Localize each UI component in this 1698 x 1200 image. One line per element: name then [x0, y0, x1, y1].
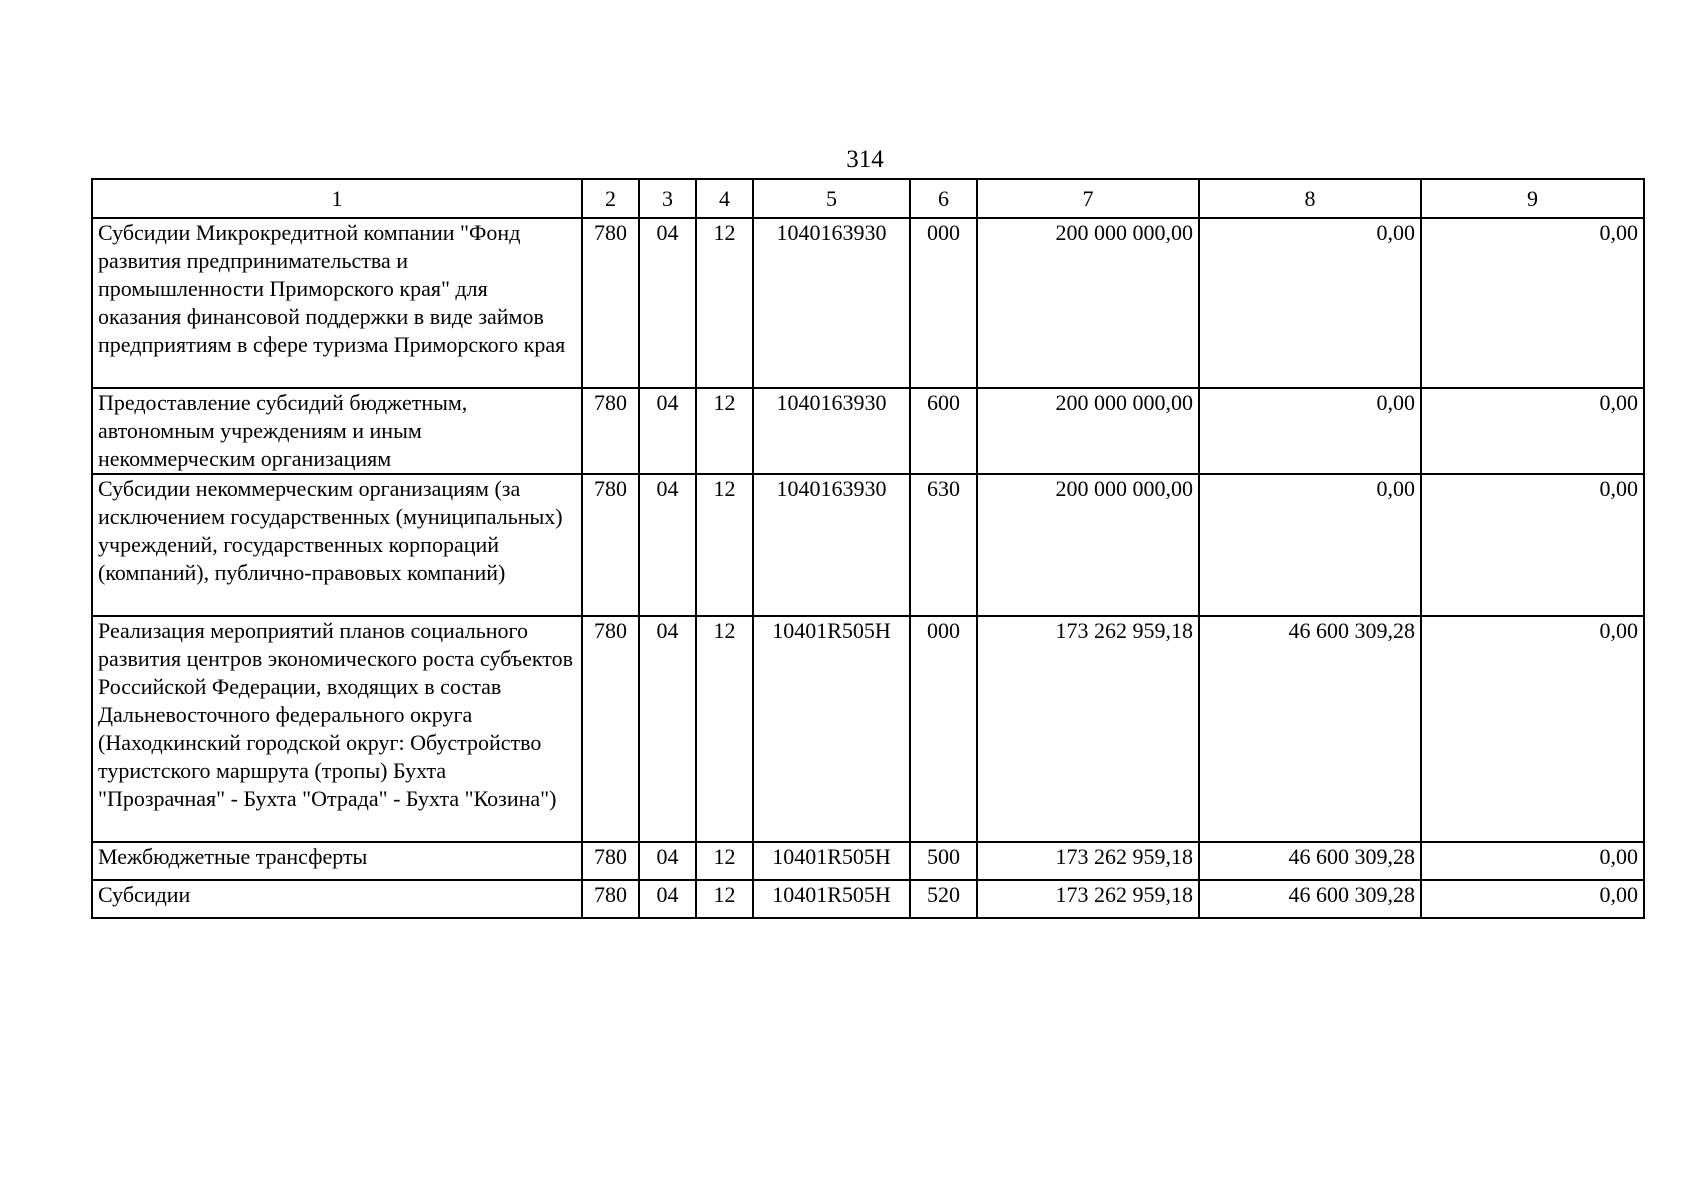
amount-col9: 0,00 — [1421, 880, 1644, 918]
column-header: 7 — [977, 179, 1199, 218]
target-article-code: 1040163930 — [753, 388, 910, 474]
subsection-code: 12 — [696, 880, 753, 918]
ministry-code: 780 — [582, 616, 639, 842]
amount-col9: 0,00 — [1421, 616, 1644, 842]
expense-type-code: 630 — [910, 474, 977, 616]
amount-col8: 0,00 — [1199, 388, 1421, 474]
section-code: 04 — [639, 388, 696, 474]
ministry-code: 780 — [582, 880, 639, 918]
table-row — [92, 842, 1644, 880]
amount-col8: 46 600 309,28 — [1199, 842, 1421, 880]
column-header: 9 — [1421, 179, 1644, 218]
expense-type-code: 520 — [910, 880, 977, 918]
amount-col7: 173 262 959,18 — [977, 880, 1199, 918]
expense-name: Субсидии некоммерческим организациям (за исключением государственных (муниципальных) учреждений, государственных корпораций (компаний), публично-правовых компаний) — [92, 474, 582, 616]
page-number: 314 — [846, 146, 884, 173]
ministry-code: 780 — [582, 388, 639, 474]
amount-col9: 0,00 — [1421, 218, 1644, 388]
table-row — [92, 880, 1644, 918]
target-article-code: 10401R505H — [753, 842, 910, 880]
target-article-code: 1040163930 — [753, 474, 910, 616]
subsection-code: 12 — [696, 616, 753, 842]
subsection-code: 12 — [696, 474, 753, 616]
subsection-code: 12 — [696, 842, 753, 880]
section-code: 04 — [639, 842, 696, 880]
amount-col7: 200 000 000,00 — [977, 218, 1199, 388]
column-header: 8 — [1199, 179, 1421, 218]
column-header: 5 — [753, 179, 910, 218]
target-article-code: 10401R505H — [753, 880, 910, 918]
column-header: 3 — [639, 179, 696, 218]
amount-col8: 0,00 — [1199, 218, 1421, 388]
amount-col8: 46 600 309,28 — [1199, 880, 1421, 918]
amount-col7: 173 262 959,18 — [977, 616, 1199, 842]
ministry-code: 780 — [582, 218, 639, 388]
table-row — [92, 616, 1644, 842]
amount-col9: 0,00 — [1421, 474, 1644, 616]
header-row — [92, 179, 1644, 218]
expense-name: Реализация мероприятий планов социального развития центров экономического роста субъектов Российской Федерации, входящих в состав Дальневосточного федерального округа (Находкинский городской округ: Обустройство туристского маршрута (тропы) Бухта "Прозрачная" - Бухта "Отрада" - Бухта "Козина") — [92, 616, 582, 842]
column-header: 6 — [910, 179, 977, 218]
subsection-code: 12 — [696, 388, 753, 474]
expense-name: Субсидии Микрокредитной компании "Фонд развития предпринимательства и промышленности Приморского края" для оказания финансовой поддержки в виде займов предприятиям в сфере туризма Приморского края — [92, 218, 582, 388]
expense-type-code: 000 — [910, 616, 977, 842]
section-code: 04 — [639, 880, 696, 918]
ministry-code: 780 — [582, 842, 639, 880]
amount-col9: 0,00 — [1421, 842, 1644, 880]
ministry-code: 780 — [582, 474, 639, 616]
section-code: 04 — [639, 218, 696, 388]
amount-col7: 173 262 959,18 — [977, 842, 1199, 880]
target-article-code: 10401R505H — [753, 616, 910, 842]
expense-name: Субсидии — [92, 880, 582, 918]
expense-type-code: 000 — [910, 218, 977, 388]
amount-col8: 46 600 309,28 — [1199, 616, 1421, 842]
column-header: 4 — [696, 179, 753, 218]
expense-type-code: 600 — [910, 388, 977, 474]
target-article-code: 1040163930 — [753, 218, 910, 388]
section-code: 04 — [639, 616, 696, 842]
amount-col9: 0,00 — [1421, 388, 1644, 474]
expense-name: Межбюджетные трансферты — [92, 842, 582, 880]
expense-type-code: 500 — [910, 842, 977, 880]
expense-name: Предоставление субсидий бюджетным, автономным учреждениям и иным некоммерческим организациям — [92, 388, 582, 474]
amount-col7: 200 000 000,00 — [977, 388, 1199, 474]
table-row — [92, 218, 1644, 388]
subsection-code: 12 — [696, 218, 753, 388]
column-header: 2 — [582, 179, 639, 218]
section-code: 04 — [639, 474, 696, 616]
table-row — [92, 388, 1644, 474]
budget-table — [91, 178, 1645, 919]
column-header: 1 — [92, 179, 582, 218]
table-row — [92, 474, 1644, 616]
amount-col8: 0,00 — [1199, 474, 1421, 616]
amount-col7: 200 000 000,00 — [977, 474, 1199, 616]
